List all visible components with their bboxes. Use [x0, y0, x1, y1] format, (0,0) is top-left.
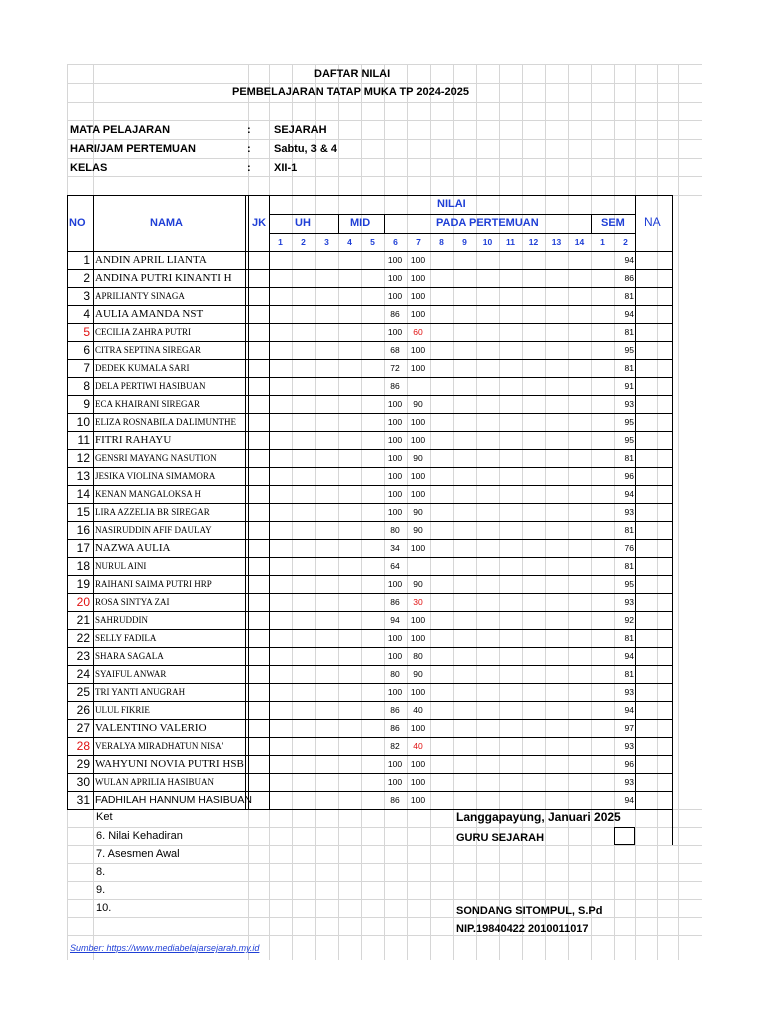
score-meeting-6: 100: [387, 399, 403, 409]
score-sem-2: 94: [624, 705, 634, 715]
score-meeting-6: 86: [390, 381, 400, 391]
student-name: JESIKA VIOLINA SIMAMORA: [95, 471, 216, 481]
header-no: NO: [69, 217, 86, 229]
info-value-class: XII-1: [274, 162, 298, 174]
score-sem-2: 97: [624, 723, 634, 733]
student-no: 30: [76, 775, 90, 789]
student-name: ROSA SINTYA ZAI: [95, 597, 170, 607]
score-meeting-6: 100: [387, 471, 403, 481]
col-number: 1: [600, 237, 605, 247]
score-meeting-7: 100: [410, 471, 426, 481]
score-sem-2: 91: [624, 381, 634, 391]
score-meeting-6: 80: [390, 669, 400, 679]
info-sep-subject: :: [247, 124, 251, 136]
student-no: 23: [76, 649, 90, 663]
header-na: NA: [644, 215, 661, 229]
header-mid: MID: [350, 217, 371, 229]
header-sem: SEM: [601, 217, 625, 229]
student-name: SAHRUDDIN: [95, 615, 149, 625]
col-number: 7: [416, 237, 421, 247]
header-pada-pertemuan: PADA PERTEMUAN: [436, 217, 539, 229]
notes-item-7: 7. Asesmen Awal: [96, 848, 180, 860]
score-sem-2: 81: [624, 453, 634, 463]
score-meeting-6: 34: [390, 543, 400, 553]
score-meeting-7: 100: [410, 435, 426, 445]
score-meeting-7: 90: [413, 525, 423, 535]
score-meeting-7: 100: [410, 255, 426, 265]
score-meeting-7: 100: [410, 543, 426, 553]
score-meeting-6: 100: [387, 255, 403, 265]
student-no: 25: [76, 685, 90, 699]
score-sem-2: 81: [624, 633, 634, 643]
score-sem-2: 93: [624, 597, 634, 607]
col-number: 8: [439, 237, 444, 247]
score-meeting-6: 100: [387, 651, 403, 661]
student-no: 21: [76, 613, 90, 627]
score-meeting-6: 82: [390, 741, 400, 751]
student-no: 12: [76, 451, 90, 465]
score-meeting-7: 90: [413, 399, 423, 409]
info-label-schedule: HARI/JAM PERTEMUAN: [70, 143, 196, 155]
score-meeting-7: 100: [410, 291, 426, 301]
score-sem-2: 94: [624, 489, 634, 499]
student-no: 24: [76, 667, 90, 681]
student-name: TRI YANTI ANUGRAH: [95, 687, 186, 697]
info-label-subject: MATA PELAJARAN: [70, 124, 171, 136]
student-name: ANDINA PUTRI KINANTI H: [95, 272, 232, 284]
student-no: 28: [76, 739, 90, 753]
score-meeting-6: 86: [390, 705, 400, 715]
student-no: 16: [76, 523, 90, 537]
score-meeting-7: 100: [410, 363, 426, 373]
student-name: NURUL AINI: [95, 561, 147, 571]
student-no: 17: [76, 541, 90, 555]
student-name: NAZWA AULIA: [95, 542, 171, 554]
student-name: LIRA AZZELIA BR SIREGAR: [95, 507, 210, 517]
student-name: CECILIA ZAHRA PUTRI: [95, 327, 192, 337]
student-name: WULAN APRILIA HASIBUAN: [95, 777, 214, 787]
notes-item-9: 9.: [96, 884, 106, 896]
student-name: WAHYUNI NOVIA PUTRI HSB: [95, 758, 244, 770]
grade-sheet: [67, 64, 702, 960]
score-meeting-7: 100: [410, 759, 426, 769]
col-number: 4: [347, 237, 352, 247]
student-no: 1: [83, 253, 90, 267]
student-no: 4: [83, 307, 90, 321]
sheet-subtitle: PEMBELAJARAN TATAP MUKA TP 2024-2025: [232, 86, 469, 98]
header-jk: JK: [252, 217, 267, 229]
info-sep-schedule: :: [247, 143, 251, 155]
score-meeting-6: 100: [387, 507, 403, 517]
score-meeting-7: 100: [410, 273, 426, 283]
student-no: 22: [76, 631, 90, 645]
score-sem-2: 93: [624, 687, 634, 697]
student-name: APRILIANTY SINAGA: [95, 291, 185, 301]
score-meeting-7: 100: [410, 633, 426, 643]
score-meeting-6: 100: [387, 489, 403, 499]
score-meeting-7: 90: [413, 507, 423, 517]
student-no: 6: [83, 343, 90, 357]
score-sem-2: 96: [624, 471, 634, 481]
score-meeting-7: 90: [413, 669, 423, 679]
student-no: 31: [76, 793, 90, 807]
student-name: VERALYA MIRADHATUN NISA': [95, 741, 224, 751]
student-no: 2: [83, 271, 90, 285]
student-name: ECA KHAIRANI SIREGAR: [95, 399, 201, 409]
student-name: SHARA SAGALA: [95, 651, 164, 661]
student-name: DELA PERTIWI HASIBUAN: [95, 381, 206, 391]
score-sem-2: 81: [624, 327, 634, 337]
student-name: CITRA SEPTINA SIREGAR: [95, 345, 202, 355]
score-meeting-6: 86: [390, 795, 400, 805]
student-name: DEDEK KUMALA SARI: [95, 363, 190, 373]
student-name: KENAN MANGALOKSA H: [95, 489, 202, 499]
student-no: 5: [83, 325, 90, 339]
score-sem-2: 93: [624, 777, 634, 787]
score-meeting-6: 100: [387, 273, 403, 283]
notes-item-6: 6. Nilai Kehadiran: [96, 830, 183, 842]
score-sem-2: 94: [624, 309, 634, 319]
col-number: 10: [482, 237, 493, 247]
score-meeting-6: 100: [387, 435, 403, 445]
col-number: 12: [528, 237, 539, 247]
score-sem-2: 93: [624, 507, 634, 517]
student-no: 19: [76, 577, 90, 591]
score-sem-2: 81: [624, 561, 634, 571]
col-number: 14: [574, 237, 585, 247]
col-number: 5: [370, 237, 375, 247]
notes-item-8: 8.: [96, 866, 106, 878]
student-name: RAIHANI SAIMA PUTRI HRP: [95, 579, 212, 589]
score-meeting-7: 40: [413, 705, 423, 715]
header-uh: UH: [295, 217, 311, 229]
score-sem-2: 81: [624, 363, 634, 373]
score-meeting-7: 100: [410, 489, 426, 499]
header-nama: NAMA: [150, 217, 183, 229]
score-meeting-6: 80: [390, 525, 400, 535]
score-meeting-7: 100: [410, 309, 426, 319]
score-meeting-6: 100: [387, 579, 403, 589]
sheet-title: DAFTAR NILAI: [314, 68, 391, 80]
student-no: 8: [83, 379, 90, 393]
student-no: 20: [76, 595, 90, 609]
student-name: ELIZA ROSNABILA DALIMUNTHE: [95, 417, 236, 427]
student-name: SYAIFUL ANWAR: [95, 669, 167, 679]
score-meeting-6: 68: [390, 345, 400, 355]
score-sem-2: 95: [624, 417, 634, 427]
score-meeting-7: 100: [410, 417, 426, 427]
score-meeting-7: 100: [410, 777, 426, 787]
student-name: VALENTINO VALERIO: [95, 722, 207, 734]
score-meeting-7: 90: [413, 453, 423, 463]
student-no: 11: [77, 433, 90, 447]
score-meeting-6: 100: [387, 777, 403, 787]
score-sem-2: 93: [624, 741, 634, 751]
student-no: 13: [76, 469, 90, 483]
score-meeting-7: 100: [410, 615, 426, 625]
score-sem-2: 95: [624, 579, 634, 589]
student-no: 14: [76, 487, 90, 501]
student-no: 15: [76, 505, 90, 519]
student-name: SELLY FADILA: [95, 633, 157, 643]
col-number: 1: [278, 237, 283, 247]
score-meeting-7: 90: [413, 579, 423, 589]
score-meeting-6: 100: [387, 453, 403, 463]
score-sem-2: 81: [624, 291, 634, 301]
student-name: NASIRUDDIN AFIF DAULAY: [95, 525, 212, 535]
info-sep-class: :: [247, 162, 251, 174]
score-meeting-7: 80: [413, 651, 423, 661]
score-sem-2: 96: [624, 759, 634, 769]
student-name: GENSRI MAYANG NASUTION: [95, 453, 217, 463]
notes-item-10: 10.: [96, 902, 112, 914]
score-sem-2: 93: [624, 399, 634, 409]
col-number: 6: [393, 237, 398, 247]
score-meeting-7: 100: [410, 723, 426, 733]
signature-role: GURU SEJARAH: [456, 832, 545, 844]
col-number: 13: [551, 237, 562, 247]
score-meeting-6: 86: [390, 723, 400, 733]
signature-name: SONDANG SITOMPUL, S.Pd: [456, 905, 603, 917]
score-sem-2: 81: [624, 669, 634, 679]
header-nilai: NILAI: [437, 198, 466, 210]
score-meeting-7: 100: [410, 687, 426, 697]
source-link[interactable]: Sumber: https://www.mediabelajarsejarah.my.id: [70, 943, 260, 953]
info-label-class: KELAS: [70, 162, 108, 174]
student-name: FITRI RAHAYU: [95, 434, 172, 446]
score-meeting-6: 94: [390, 615, 400, 625]
score-meeting-7: 30: [413, 597, 423, 607]
signature-place-date: Langgapayung, Januari 2025: [456, 810, 621, 824]
notes-ket: Ket: [96, 811, 113, 823]
score-meeting-6: 100: [387, 759, 403, 769]
score-sem-2: 94: [624, 795, 634, 805]
score-sem-2: 95: [624, 435, 634, 445]
score-sem-2: 92: [624, 615, 634, 625]
score-meeting-7: 40: [413, 741, 423, 751]
score-sem-2: 86: [624, 273, 634, 283]
student-no: 26: [76, 703, 90, 717]
score-sem-2: 94: [624, 651, 634, 661]
student-no: 18: [76, 559, 90, 573]
col-number: 2: [301, 237, 306, 247]
score-meeting-6: 100: [387, 633, 403, 643]
col-number: 3: [324, 237, 329, 247]
score-meeting-6: 64: [390, 561, 400, 571]
student-no: 10: [76, 415, 90, 429]
student-name: ULUL FIKRIE: [95, 705, 150, 715]
score-sem-2: 94: [624, 255, 634, 265]
score-sem-2: 76: [624, 543, 634, 553]
student-no: 3: [83, 289, 90, 303]
student-no: 29: [76, 757, 90, 771]
score-meeting-7: 60: [413, 327, 423, 337]
info-value-subject: SEJARAH: [274, 124, 327, 136]
score-meeting-6: 100: [387, 687, 403, 697]
score-meeting-6: 86: [390, 309, 400, 319]
col-number: 11: [506, 237, 515, 247]
student-no: 27: [76, 721, 90, 735]
score-meeting-6: 100: [387, 327, 403, 337]
col-number: 9: [462, 237, 467, 247]
signature-nip: NIP.19840422 2010011017: [456, 923, 589, 935]
score-meeting-6: 72: [390, 363, 400, 373]
col-number: 2: [623, 237, 628, 247]
score-meeting-6: 86: [390, 597, 400, 607]
student-name: ANDIN APRIL LIANTA: [95, 254, 207, 266]
info-value-schedule: Sabtu, 3 & 4: [274, 143, 337, 155]
score-meeting-6: 100: [387, 417, 403, 427]
student-no: 7: [83, 361, 90, 375]
student-no: 9: [83, 397, 90, 411]
score-meeting-7: 100: [410, 795, 426, 805]
score-meeting-7: 100: [410, 345, 426, 355]
student-name: FADHILAH HANNUM HASIBUAN: [95, 794, 252, 806]
score-sem-2: 95: [624, 345, 634, 355]
score-sem-2: 81: [624, 525, 634, 535]
student-name: AULIA AMANDA NST: [95, 308, 204, 320]
score-meeting-6: 100: [387, 291, 403, 301]
